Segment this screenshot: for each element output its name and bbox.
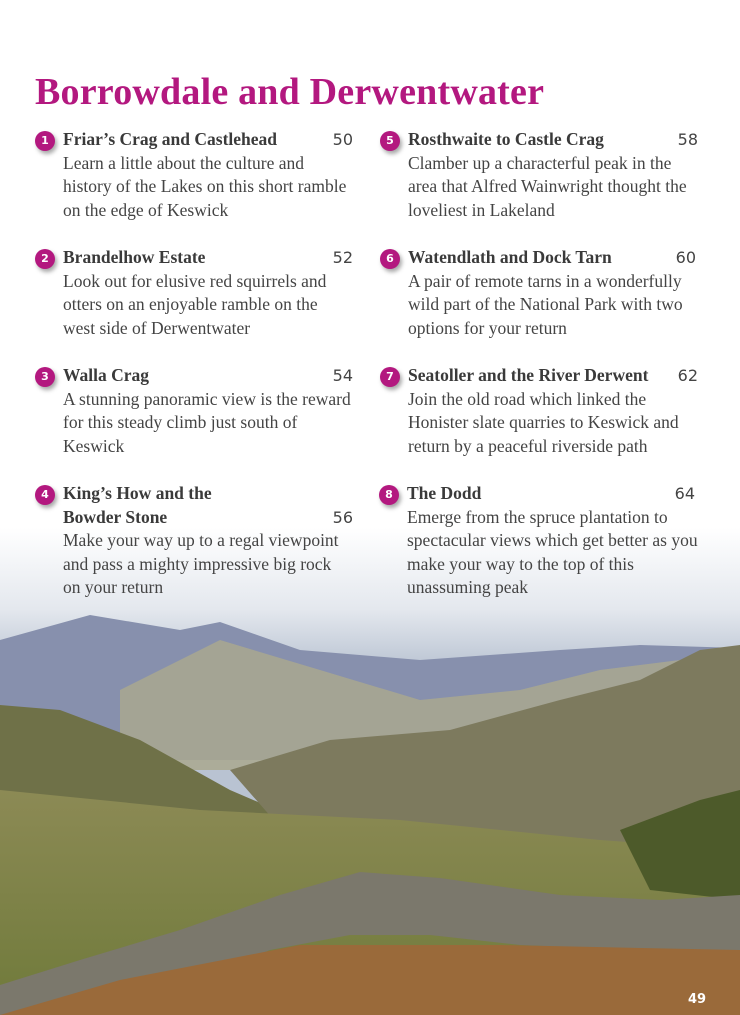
walk-description: Clamber up a characterful peak in the area that Alfred Wainwright thought the loveliest in Lakeland bbox=[408, 152, 687, 220]
walk-name: Watendlath and Dock Tarn bbox=[408, 247, 612, 267]
walk-description: A stunning panoramic view is the reward for this steady climb just south of Keswick bbox=[63, 388, 351, 456]
walk-description: Make your way up to a regal viewpoint and pass a mighty impressive big rock on your return bbox=[63, 530, 339, 598]
walk-page: 54 bbox=[332, 366, 353, 385]
walk-page: 60 bbox=[675, 248, 696, 267]
walk-number-badge: 7 bbox=[380, 367, 400, 387]
walk-number-badge: 6 bbox=[380, 249, 400, 269]
walk-name: The Dodd bbox=[407, 483, 482, 503]
walk-name: Brandelhow Estate bbox=[63, 247, 206, 267]
walk-name: Friar’s Crag and Castlehead bbox=[63, 129, 278, 149]
walk-page: 50 bbox=[332, 130, 353, 149]
walk-number-badge: 4 bbox=[35, 485, 55, 505]
walk-number-badge: 5 bbox=[380, 131, 400, 151]
walk-number-badge: 3 bbox=[35, 367, 55, 387]
walk-name: Walla Crag bbox=[63, 365, 150, 385]
page-title: Borrowdale and Derwentwater bbox=[35, 71, 545, 113]
walk-page: 62 bbox=[677, 366, 698, 385]
walk-entry[interactable] bbox=[41, 128, 353, 222]
walk-entry[interactable] bbox=[386, 246, 703, 340]
walk-entry[interactable] bbox=[385, 482, 707, 600]
walk-description: Join the old road which linked the Honister slate quarries to Keswick and return by a peaceful riverside path bbox=[408, 388, 679, 456]
page-number: 49 bbox=[688, 992, 707, 1007]
walk-number-badge: 1 bbox=[35, 131, 55, 151]
walk-number-badge: 8 bbox=[379, 485, 399, 505]
walk-entry[interactable] bbox=[386, 128, 698, 222]
walk-page: 56 bbox=[332, 508, 353, 527]
walk-name: Rosthwaite to Castle Crag bbox=[408, 129, 604, 149]
walk-page: 64 bbox=[674, 484, 695, 503]
walk-entry[interactable] bbox=[41, 482, 353, 600]
walk-description: A pair of remote tarns in a wonderfully wild part of the National Park with two options for your return bbox=[408, 270, 683, 338]
walk-name: King’s How and the Bowder Stone bbox=[63, 483, 212, 527]
walk-page: 58 bbox=[677, 130, 698, 149]
walk-entry[interactable] bbox=[386, 364, 698, 458]
walk-name: Seatoller and the River Derwent bbox=[408, 365, 649, 385]
walk-number-badge: 2 bbox=[35, 249, 55, 269]
walk-entry[interactable] bbox=[41, 246, 353, 340]
walk-entry[interactable] bbox=[41, 364, 353, 458]
walk-description: Learn a little about the culture and history of the Lakes on this short ramble on the edge of Keswick bbox=[63, 152, 347, 220]
walk-description: Look out for elusive red squirrels and otters on an enjoyable ramble on the west side of Derwentwater bbox=[63, 270, 327, 338]
walk-page: 52 bbox=[332, 248, 353, 267]
walk-description: Emerge from the spruce plantation to spectacular views which get better as you make your way to the top of this unassuming peak bbox=[407, 506, 698, 598]
